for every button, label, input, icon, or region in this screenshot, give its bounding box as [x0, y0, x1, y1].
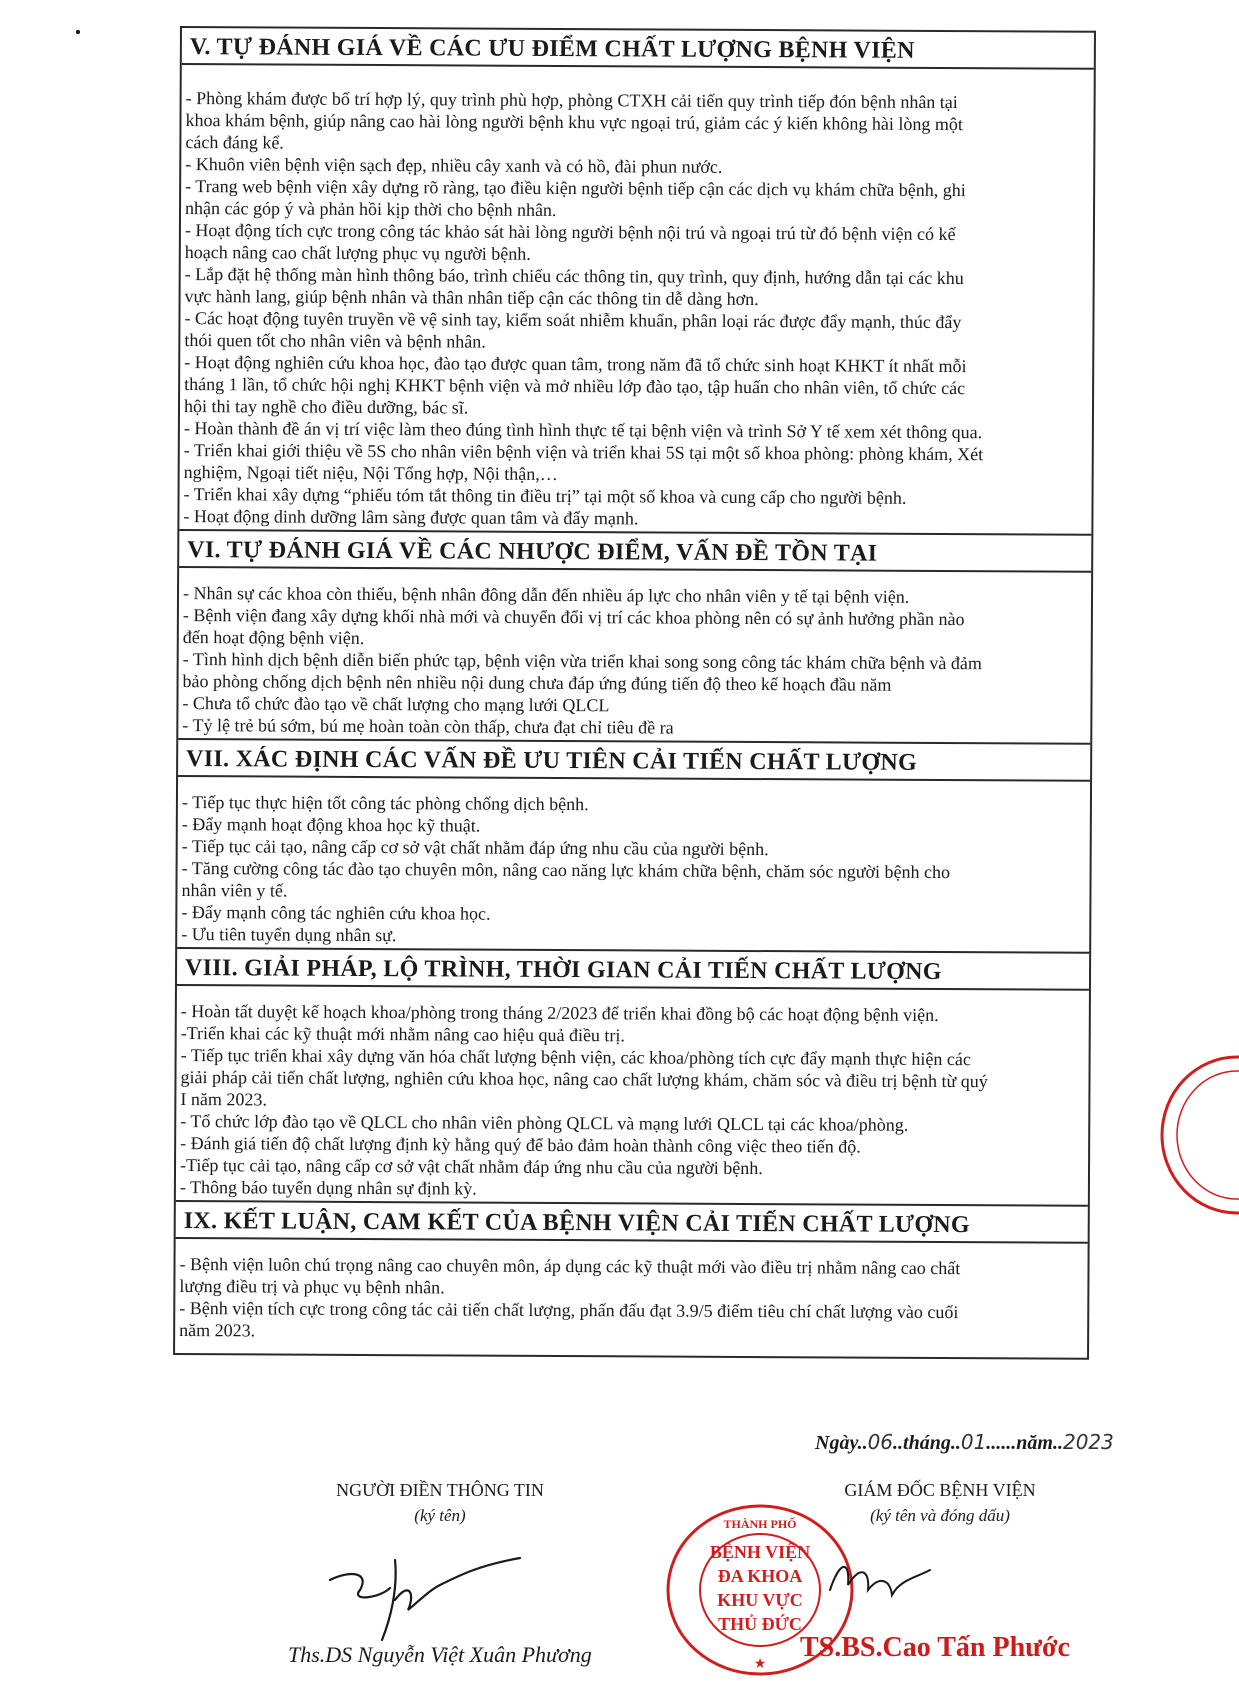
section-line: - Tăng cường công tác đào tạo chuyên môn, nâng cao năng lực khám chữa bệnh, chăm sóc người bệnh cho [181, 858, 951, 883]
svg-text:THÀNH PHỐ: THÀNH PHỐ [723, 1517, 797, 1531]
left-signer-name: Ths.DS Nguyễn Việt Xuân Phương [288, 1642, 592, 1667]
section-priorities [177, 740, 1090, 954]
section-line: - Tỷ lệ trẻ bú sớm, bú mẹ hoàn toàn còn thấp, chưa đạt chỉ tiêu đề ra [182, 715, 674, 738]
date-month-value: 01 [960, 1430, 987, 1454]
section-line: -Triển khai các kỹ thuật mới nhằm nâng cao hiệu quả điều trị. [180, 1023, 626, 1046]
section-conclusion [175, 1202, 1088, 1360]
section-line: nhận các góp ý và phản hồi kịp thời cho bệnh nhân. [184, 198, 557, 220]
left-role-sub: (ký tên) [414, 1506, 466, 1525]
svg-text:★: ★ [753, 1657, 767, 1672]
section-line: - Bệnh viện tích cực trong công tác cải tiến chất lượng, phấn đấu đạt 3.9/5 điểm tiêu chí chất lượng vào cuối [179, 1298, 959, 1323]
section-solutions [176, 949, 1089, 1207]
section-line: lượng điều trị và phục vụ bệnh nhân. [179, 1276, 445, 1298]
section-line: hoạch nâng cao chất lượng phục vụ người bệnh. [184, 242, 531, 264]
section-line: - Thông báo tuyển dụng nhân sự định kỳ. [179, 1177, 477, 1199]
bullet-dot [76, 30, 80, 34]
section-line: - Tiếp tục triển khai xây dựng văn hóa chất lượng bệnh viện, các khoa/phòng tích cực đẩy mạnh thực hiện các [180, 1045, 971, 1070]
section-line: - Hoạt động nghiên cứu khoa học, đào tạo được quan tâm, trong năm đã tổ chức sinh hoạt KHKT ít nhất mỗi [184, 352, 967, 377]
section-line: - Hoạt động dinh dưỡng lâm sàng được quan tâm và đẩy mạnh. [183, 506, 639, 529]
section-line: khoa khám bệnh, giúp nâng cao hài lòng người bệnh khu vực ngoại trú, giảm các ý kiến không hài lòng một [185, 110, 963, 135]
date-day-label: Ngày [815, 1432, 858, 1454]
section-line: - Triển khai xây dựng “phiếu tóm tắt thông tin điều trị” tại một số khoa và cung cấp cho người bệnh. [183, 484, 907, 508]
section-line: - Trang web bệnh viện xây dựng rõ ràng, tạo điều kiện người bệnh tiếp cận các dịch vụ khám chữa bệnh, ghi [185, 176, 966, 201]
section-line: - Đẩy mạnh hoạt động khoa học kỹ thuật. [181, 814, 481, 836]
right-role: GIÁM ĐỐC BỆNH VIỆN [844, 1480, 1036, 1500]
section-title: IX. KẾT LUẬN, CAM KẾT CỦA BỆNH VIỆN CẢI TIẾN CHẤT LƯỢNG [176, 1202, 1088, 1244]
section-line: - Tổ chức lớp đào tạo về QLCL cho nhân viên phòng QLCL và mạng lưới QLCL tại các khoa/phòng. [180, 1111, 909, 1135]
section-body [179, 65, 1093, 536]
right-signature-icon [820, 1540, 960, 1620]
section-line: nghiệm, Ngoại tiết niệu, Nội Tổng hợp, Nội thận,… [183, 462, 558, 484]
right-role-sub: (ký tên và đóng dấu) [870, 1506, 1010, 1525]
section-line: - Tiếp tục cải tạo, nâng cấp cơ sở vật chất nhằm đáp ứng nhu cầu của người bệnh. [181, 836, 769, 860]
section-line: - Bệnh viện luôn chú trọng nâng cao chuyên môn, áp dụng các kỹ thuật mới vào điều trị nhằm nâng cao chất [179, 1254, 961, 1279]
section-line: nhân viên y tế. [181, 880, 288, 901]
date-month-label: tháng [903, 1432, 951, 1454]
section-line: năm 2023. [179, 1320, 256, 1341]
section-line: tháng 1 lần, tổ chức hội nghị KHKT bệnh viện và mở nhiều lớp đào tạo, tập huấn cho nhân viên, tổ chức các [184, 374, 966, 399]
section-line: - Đánh giá tiến độ chất lượng định kỳ hằng quý để bảo đảm hoàn thành công việc theo tiến độ. [180, 1133, 861, 1157]
section-line: - Triển khai giới thiệu về 5S cho nhân viên bệnh viện và triển khai 5S tại một số khoa phòng: phòng khám, Xét [183, 440, 984, 465]
seal-line: THỦ ĐỨC [718, 1614, 802, 1634]
section-weaknesses [178, 531, 1091, 745]
section-line: - Tình hình dịch bệnh diễn biến phức tạp, bệnh viện vừa triển khai song song công tác khám chữa bệnh và đảm [182, 649, 982, 674]
section-line: đến hoạt động bệnh viện. [182, 627, 365, 648]
date-year-label: năm [1016, 1432, 1053, 1454]
section-line: - Chưa tổ chức đào tạo về chất lượng cho mạng lưới QLCL [182, 693, 610, 716]
section-line: thói quen tốt cho nhân viên và bệnh nhân. [184, 330, 486, 352]
seal-line: KHU VỰC [717, 1590, 803, 1610]
seal-line: BỆNH VIỆN [709, 1542, 811, 1562]
section-line: hội thi tay nghề cho điều dưỡng, bác sĩ. [183, 396, 469, 418]
section-line: - Bệnh viện đang xây dựng khối nhà mới và chuyển đổi vị trí các khoa phòng nên có sự ảnh hưởng phần nào [182, 605, 965, 630]
left-role: NGƯỜI ĐIỀN THÔNG TIN [336, 1480, 544, 1500]
section-line: - Hoạt động tích cực trong công tác khảo sát hài lòng người bệnh nội trú và ngoại trú từ đó bệnh viện có kế [184, 220, 956, 245]
section-line: - Ưu tiên tuyển dụng nhân sự. [181, 924, 397, 946]
section-line: - Hoàn thành đề án vị trí việc làm theo đúng tình hình thực tế tại bệnh viện và trình Sở Y tế xem xét thông qua. [183, 418, 983, 443]
hospital-seal-icon [660, 1500, 860, 1680]
right-signer-name: TS.BS.Cao Tấn Phước [800, 1632, 1070, 1663]
section-line: vực hành lang, giúp bệnh nhân và thân nhân tiếp cận các thông tin dễ dàng hơn. [184, 286, 759, 310]
report-form [173, 26, 1096, 1360]
section-line: - Khuôn viên bệnh viện sạch đẹp, nhiều cây xanh và có hồ, đài phun nước. [185, 154, 723, 177]
section-line: - Các hoạt động tuyên truyền về vệ sinh tay, kiểm soát nhiễm khuẩn, phân loại rác được đẩy mạnh, thúc đẩy [184, 308, 962, 333]
section-title: VII. XÁC ĐỊNH CÁC VẤN ĐỀ ƯU TIÊN CẢI TIẾN CHẤT LƯỢNG [178, 740, 1090, 782]
section-line: - Phòng khám được bố trí hợp lý, quy trình phù hợp, phòng CTXH cải tiến quy trình tiếp đón bệnh nhân tại [185, 88, 958, 113]
section-line: giải pháp cải tiến chất lượng, nghiên cứu khoa học, nâng cao chất lượng khám, chăm sóc và điều trị bệnh từ quý [180, 1067, 988, 1092]
section-body [177, 777, 1090, 954]
date-year-value: 2023 [1062, 1430, 1114, 1454]
section-line: - Lắp đặt hệ thống màn hình thông báo, trình chiếu các thông tin, quy trình, quy định, hướng dẫn tại các khu [184, 264, 964, 289]
section-line: - Nhân sự các khoa còn thiếu, bệnh nhân đông dẫn đến nhiều áp lực cho nhân viên y tế tại bệnh viện. [182, 583, 910, 607]
section-title: VI. TỰ ĐÁNH GIÁ VỀ CÁC NHƯỢC ĐIỂM, VẤN ĐỀ TỒN TẠI [179, 531, 1091, 573]
section-strengths [179, 28, 1094, 536]
section-line: - Đẩy mạnh công tác nghiên cứu khoa học. [181, 902, 491, 924]
section-body [176, 986, 1089, 1207]
partial-seal-icon [1142, 1050, 1239, 1220]
seal-text [700, 1540, 820, 1636]
section-line: - Hoàn tất duyệt kế hoạch khoa/phòng trong tháng 2/2023 để triển khai đồng bộ các hoạt động bệnh viện. [180, 1001, 939, 1025]
section-line: - Tiếp tục thực hiện tốt công tác phòng chống dịch bệnh. [181, 792, 589, 815]
date-line: Ngày..06..tháng..01......năm..2023 [815, 1430, 1114, 1454]
section-line: cách đáng kể. [185, 132, 284, 153]
section-line: -Tiếp tục cải tạo, nâng cấp cơ sở vật chất nhằm đáp ứng nhu cầu của người bệnh. [179, 1155, 763, 1179]
section-body [175, 1239, 1088, 1360]
left-signature-icon [320, 1540, 540, 1650]
section-line: I năm 2023. [180, 1089, 267, 1110]
section-title: VIII. GIẢI PHÁP, LỘ TRÌNH, THỜI GIAN CẢI TIẾN CHẤT LƯỢNG [177, 949, 1089, 991]
section-line: bảo phòng chống dịch bệnh nên nhiều nội dung chưa đáp ứng đúng tiến độ theo kế hoạch đầu năm [182, 671, 892, 695]
section-body [178, 568, 1091, 745]
date-day-value: 06 [867, 1430, 894, 1454]
seal-line: ĐA KHOA [717, 1566, 803, 1586]
section-title: V. TỰ ĐÁNH GIÁ VỀ CÁC ƯU ĐIỂM CHẤT LƯỢNG BỆNH VIỆN [182, 28, 1094, 70]
